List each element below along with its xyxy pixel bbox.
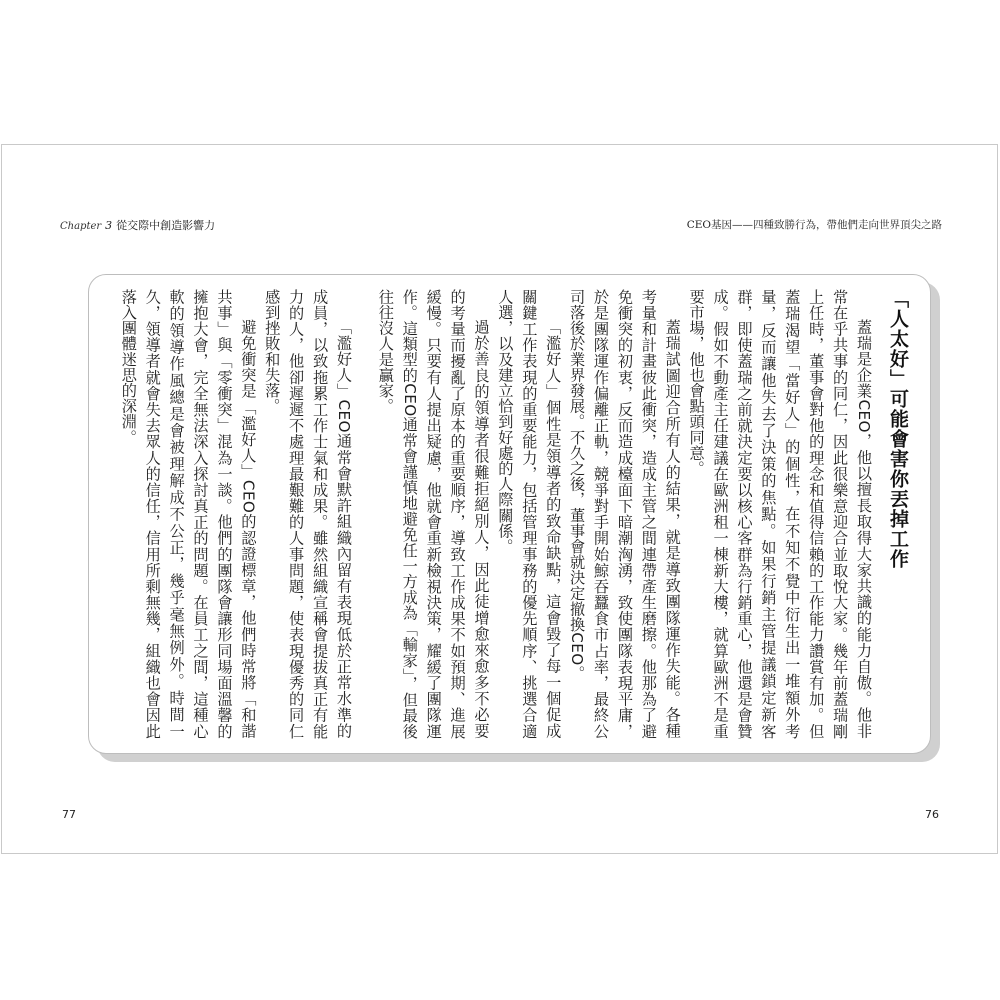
- running-header-right: CEO基因——四種致勝行為，帶他們走向世界頂尖之路: [686, 219, 942, 231]
- page-number-right: 76: [925, 808, 939, 821]
- paragraph-5: 「濫好人」CEO通常會默許組織內留有表現低於正常水準的成員，以致拖累工作士氣和成果。雖然組織宣稱會提拔真正有能力的人，他卻遲遲不處理最艱難的人事問題，使表現優秀的同仁感到挫敗和失落。: [263, 289, 353, 739]
- paragraph-6: 避免衝突是「濫好人」CEO的認證標章，他們時常將「和諧共事」與「零衝突」混為一談。他們的團隊會讓形同場面溫馨的擁抱大會，完全無法深入探討真正的問題。在員工之間，這種心軟的領導作風總是會被理解成不公正，幾乎毫無例外。時間一久，領導者就會失去眾人的信任，信用所剩無幾，組織也會因此落入團體迷思的深淵。: [119, 289, 258, 739]
- chapter-title: 從交際中創造影響力: [116, 219, 216, 232]
- paragraph-3: 「濫好人」個性是領導者的致命缺點，這會毀了每一個促成關鍵工作表現的重要能力，包括管理事務的優先順序、挑選合適人選，以及建立恰到好處的人際關係。: [496, 289, 563, 739]
- page-number-left: 77: [62, 808, 76, 821]
- chapter-number: 3: [105, 219, 113, 232]
- vertical-text-body: [105, 289, 913, 739]
- paragraph-1: 蓋瑞是企業CEO，他以擅長取得大家共識的能力自傲。他非常在乎共事的同仁，因此很樂意迎合並取悅大家。幾年前蓋瑞剛上任時，董事會對他的理念和值得信賴的工作能力讚賞有加。但蓋瑞渴望「當好人」的個性，在不知不覺中衍生出一堆額外考量，反而讓他失去了決策的焦點。如果行銷主管提議鎖定新客群，即使蓋瑞之前就決定要以核心客群為行銷重心，他還是會贊成。假如不動產主任建議在歐洲租一棟新大樓，就算歐洲不是重要市場，他也會點頭同意。: [687, 289, 873, 739]
- chapter-word: Chapter: [60, 221, 102, 232]
- paragraph-2: 蓋瑞試圖迎合所有人的結果，就是導致團隊運作失能。各種考量和計畫彼此衝突，造成主管之間連帶產生磨擦。他那為了避免衝突的初衷，反而造成檯面下暗潮洶湧，致使團隊表現平庸，於是團隊運作偏離正軌，競爭對手開始鯨吞蠶食市占率，最終公司落後於業界發展。不久之後，董事會就決定撤換CEO。: [568, 289, 682, 739]
- running-header-left: [60, 217, 215, 233]
- paragraph-4: 過於善良的領導者很難拒絕別人，因此徒增愈來愈多不必要的考量而擾亂了原本的重要順序，導致工作成果不如預期、進展緩慢。只要有人提出疑慮，他就會重新檢視決策，耀緩了團隊運作。這類型的CEO通常會謹慎地避免任一方成為「輸家」，但最後往往沒人是贏家。: [376, 289, 491, 739]
- section-heading: 「人太好」可能會害你丟掉工作: [887, 289, 909, 569]
